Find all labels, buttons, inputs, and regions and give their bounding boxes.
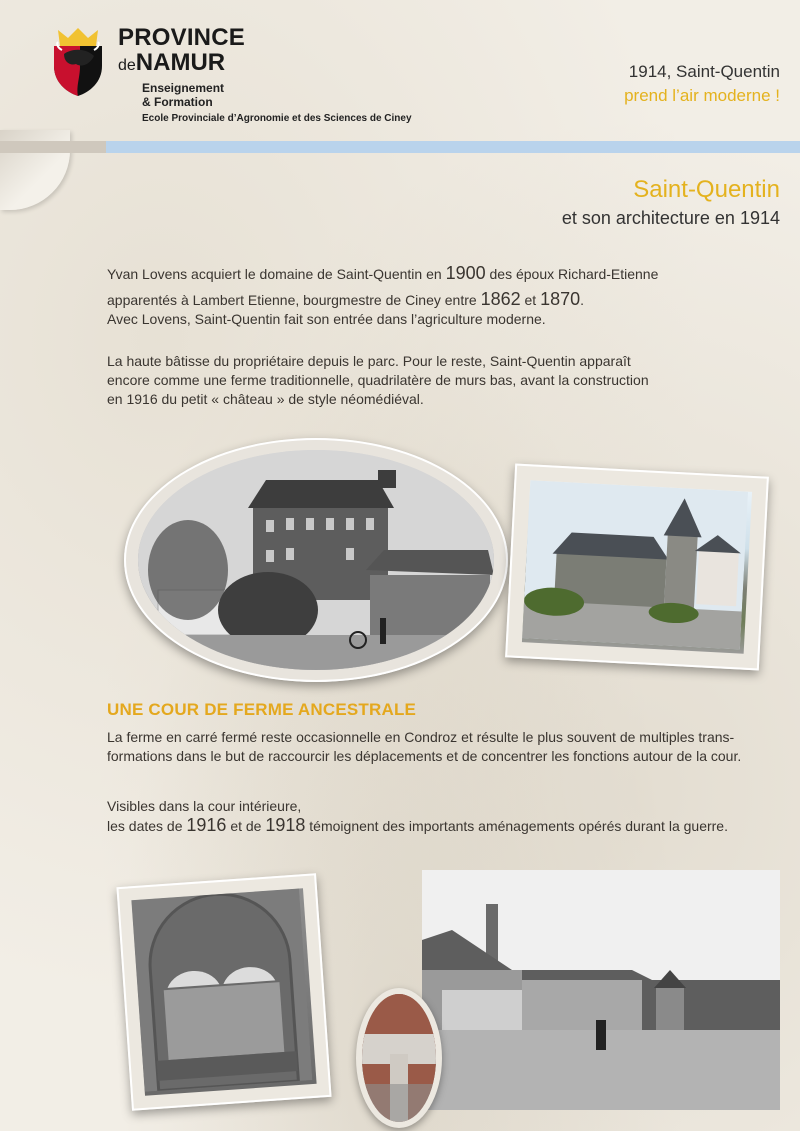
chateau-color-photo (522, 480, 752, 653)
year-1862: 1862 (480, 289, 521, 309)
chateau-illustration (522, 480, 748, 649)
year-1870: 1870 (540, 289, 581, 309)
arched-windows-photo (131, 888, 316, 1096)
dates-line1: Visibles dans la cour intérieure, (107, 798, 302, 814)
column-detail-photo (362, 994, 436, 1122)
intro-text: . (580, 292, 585, 308)
description-line1: La haute bâtisse du propriétaire depuis le parc. Pour le reste, Saint-Quentin apparaît (107, 353, 631, 369)
year-1916: 1916 (186, 815, 227, 835)
bull-shield-icon (50, 20, 106, 96)
logo-province: PROVINCE (118, 24, 245, 51)
logo-school: Ecole Provinciale d’Agronomie et des Sciences de Ciney (142, 113, 412, 124)
intro-text: apparentés à Lambert Etienne, bourgmestre de Ciney entre (107, 292, 481, 308)
description-line2: encore comme une ferme traditionnelle, quadrilatère de murs bas, avant la construction (107, 372, 649, 388)
logo-formation: & Formation (142, 95, 213, 109)
intro-text: et (520, 292, 541, 308)
intro-line3: Avec Lovens, Saint-Quentin fait son entrée dans l’agriculture moderne. (107, 311, 546, 327)
intro-line2 (107, 290, 747, 310)
arch-photo-frame (116, 873, 331, 1110)
header-grey-bar (0, 141, 106, 153)
header-blue-bar (106, 141, 800, 153)
header-title-line2: prend l’air moderne ! (624, 86, 780, 105)
section-title (562, 176, 780, 229)
historic-house-photo (138, 450, 494, 670)
farm-paragraph (107, 728, 767, 766)
dates-paragraph (107, 797, 777, 836)
oval-photo-frame (124, 438, 508, 682)
year-1918: 1918 (265, 815, 306, 835)
circle-photo-frame (356, 988, 442, 1128)
year-1900: 1900 (445, 263, 486, 283)
dates-line2 (107, 816, 777, 836)
courtyard-photo (422, 870, 780, 1110)
arched-windows-illustration (131, 889, 312, 1092)
section-subtitle: et son architecture en 1914 (561, 208, 780, 228)
header-title-line1: 1914, Saint-Quentin (628, 62, 780, 81)
courtyard-illustration (422, 870, 780, 1110)
dates-text: témoignent des importants aménagements opérés durant la guerre. (305, 818, 728, 834)
intro-text: Yvan Lovens acquiert le domaine de Saint-Quentin en (107, 266, 446, 282)
intro-text: des époux Richard-Etienne (485, 266, 659, 282)
header-title (624, 62, 780, 106)
logo-de: de (118, 57, 136, 74)
intro-paragraph (107, 264, 747, 329)
column-illustration (362, 994, 436, 1122)
logo-namur: NAMUR (135, 49, 226, 76)
farm-line1: La ferme en carré fermé reste occasionnelle en Condroz et résulte le plus souvent de multiples trans- (107, 729, 735, 745)
tilted-photo-frame (505, 463, 769, 670)
logo-text (118, 26, 458, 124)
description-line3: en 1916 du petit « château » de style néomédiéval. (107, 391, 424, 407)
dates-text: les dates de (107, 818, 187, 834)
logo-namur-line (118, 50, 458, 79)
logo-enseignement: Enseignement (142, 81, 225, 95)
dates-text: et de (226, 818, 266, 834)
farm-line2: formations dans le but de raccourcir les déplacements et de concentrer les fonctions autour de la cour. (107, 748, 742, 764)
description-paragraph (107, 352, 747, 409)
section-title-main: Saint-Quentin (633, 176, 780, 203)
intro-line1 (107, 264, 747, 284)
farm-section-heading: UNE COUR DE FERME ANCESTRALE (107, 700, 417, 719)
historic-house-illustration (138, 450, 494, 670)
